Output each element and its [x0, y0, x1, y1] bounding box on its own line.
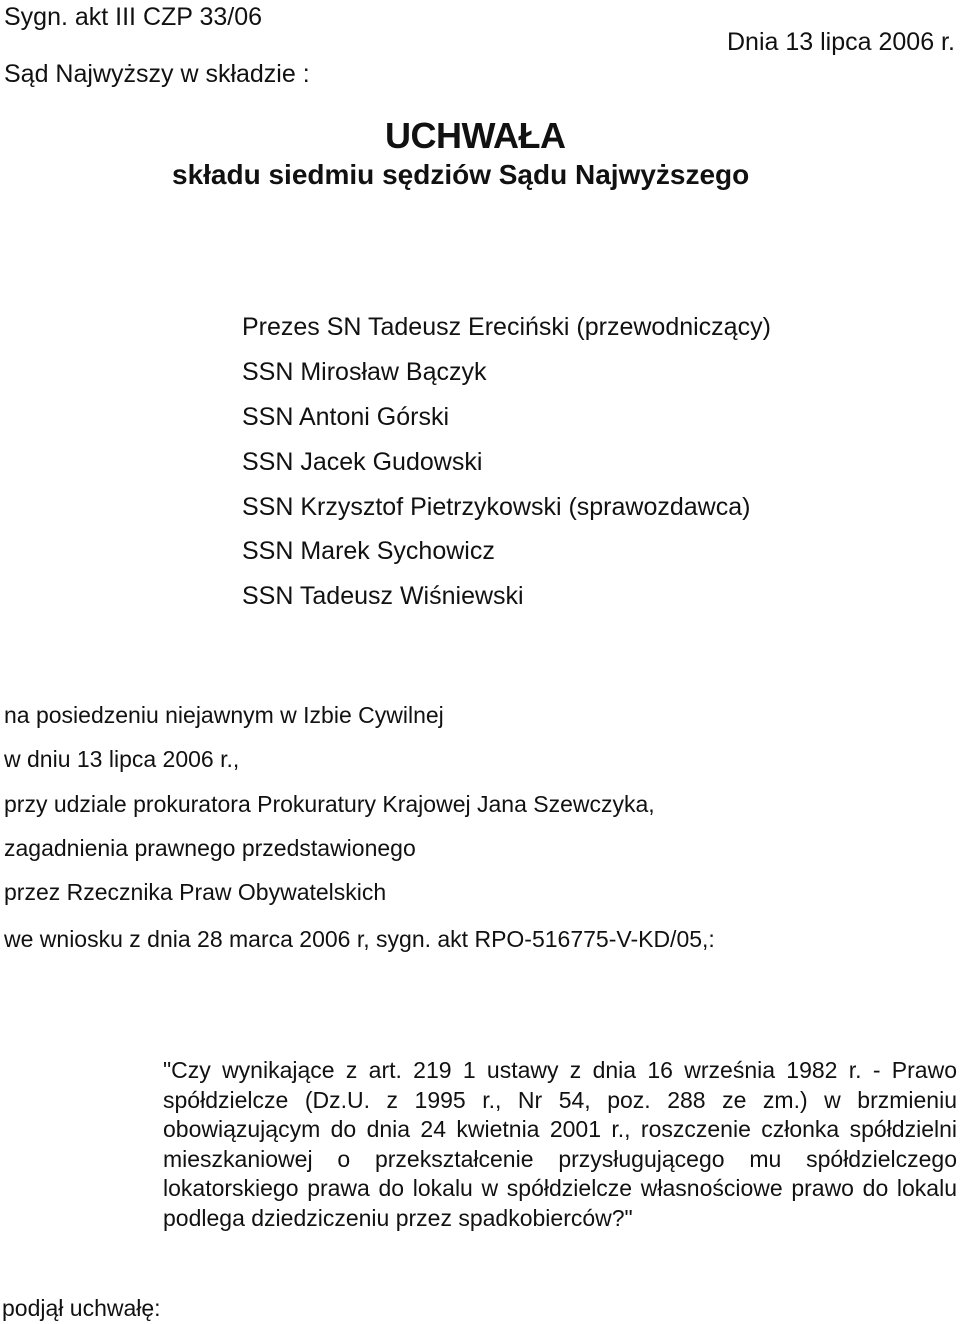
judge-member: SSN Marek Sychowicz — [242, 537, 495, 565]
legal-question-text: "Czy wynikające z art. 219 1 ustawy z dnia 16 września 1982 r. - Prawo spółdzielcze (Dz.U. z 1995 r., Nr 54, poz. 288 ze zm.) w brzmieniu obowiązującym do dnia 24 kwietnia 2001 r., roszczenie członka spółdzielni mieszkaniowej o przekształcenie przysługującego mu spółdzielczego lokatorskiego prawa do lokalu w spółdzielcze własnościowe prawo do lokalu podlega dziedziczeniu przez spadkobierców?" — [163, 1057, 957, 1231]
judge-rapporteur: SSN Krzysztof Pietrzykowski (sprawozdawca) — [242, 493, 751, 521]
prosecutor-line: przy udziale prokuratora Prokuratury Krajowej Jana Szewczyka, — [4, 791, 655, 817]
judge-member: SSN Antoni Górski — [242, 403, 450, 431]
document-title: UCHWAŁA — [385, 115, 566, 156]
court-composition-intro: Sąd Najwyższy w składzie : — [4, 60, 310, 88]
judge-member: SSN Jacek Gudowski — [242, 448, 483, 476]
motion-reference-line: we wniosku z dnia 28 marca 2006 r, sygn. akt RPO-516775-V-KD/05,: — [4, 926, 715, 952]
document-date: Dnia 13 lipca 2006 r. — [727, 28, 955, 56]
judge-presiding: Prezes SN Tadeusz Ereciński (przewodniczący) — [242, 313, 771, 341]
document-subtitle: składu siedmiu sędziów Sądu Najwyższego — [172, 159, 750, 190]
judge-member: SSN Tadeusz Wiśniewski — [242, 582, 524, 610]
legal-issue-line: zagadnienia prawnego przedstawionego — [4, 835, 416, 861]
case-signature: Sygn. akt III CZP 33/06 — [4, 3, 263, 31]
session-type-line: na posiedzeniu niejawnym w Izbie Cywilnej — [4, 702, 444, 728]
decision-label: podjął uchwałę: — [2, 1295, 161, 1321]
presenter-line: przez Rzecznika Praw Obywatelskich — [4, 879, 387, 905]
session-date-line: w dniu 13 lipca 2006 r., — [4, 746, 240, 772]
judge-member: SSN Mirosław Bączyk — [242, 358, 487, 386]
